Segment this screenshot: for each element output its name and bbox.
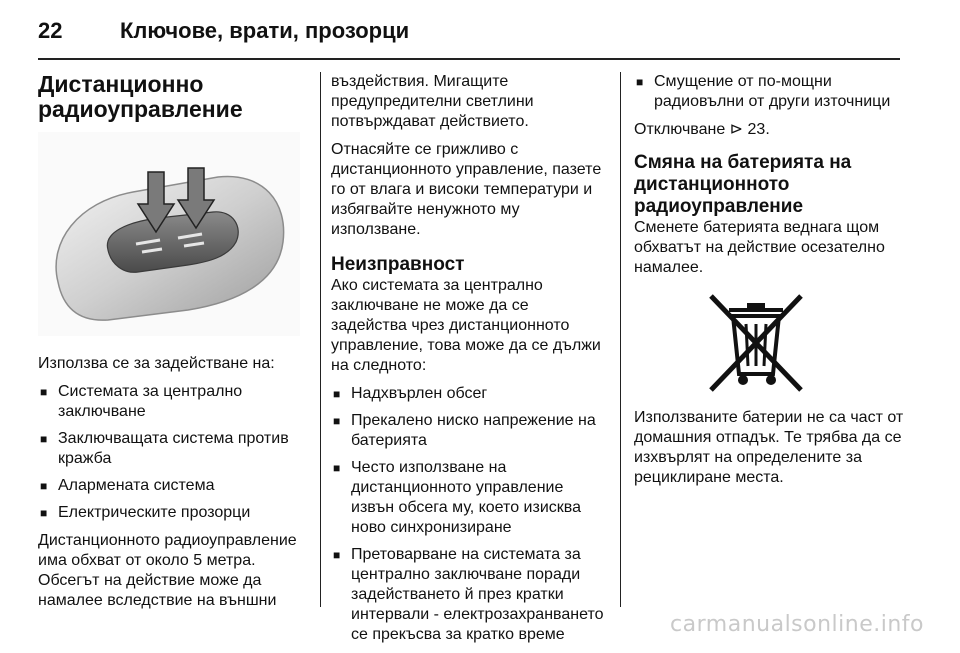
list-item: ■ Често използване на дистанционното управление извън обсега му, което изисква ново синхронизиране xyxy=(331,458,607,538)
column-3 xyxy=(634,72,906,496)
watermark-text: carmanualsonline.info xyxy=(670,612,924,637)
paragraph-battery: Сменете батерията веднага щом обхватът на действие осезателно намалее. xyxy=(634,219,885,276)
column-2 xyxy=(331,72,607,653)
list-item: ■ Претоварване на системата за централно заключване поради задействането й през кратки интервали - електрозахранването се прекъсва за кратко време xyxy=(331,545,607,645)
list-item: ■ Смущение от по-мощни радиовълни от други източници xyxy=(634,72,906,112)
interference-list xyxy=(634,72,906,112)
paragraph-care: Отнасяйте се грижливо с дистанционното управление, пазете го от влага и високи температури и избягвайте ненужното му използване. xyxy=(331,141,602,238)
paragraph-malfunction: Ако системата за централно заключване не може да се задейства чрез дистанционното управление, това може да се дължи на следното: xyxy=(331,277,601,374)
range-paragraph: Дистанционното радиоуправление има обхват от около 5 метра. Обсегът на действие може да намалее вследствие на външни xyxy=(38,532,297,609)
list-item: ■ Системата за централно заключване xyxy=(38,382,308,422)
section-heading-malfunction: Неизправност xyxy=(331,254,465,275)
section-heading-battery-replacement: Смяна на батерията на дистанционното радиоуправление xyxy=(634,152,852,217)
crossed-out-bin-icon xyxy=(689,290,823,394)
page-title: Ключове, врати, прозорци xyxy=(120,18,410,43)
malfunction-list xyxy=(331,384,607,645)
column-divider-1 xyxy=(320,72,321,607)
remote-key-illustration xyxy=(38,132,300,336)
list-item: ■ Надхвърлен обсег xyxy=(331,384,607,404)
paragraph-confirmation: въздействия. Мигащите предупредителни светлини потвърждават действието. xyxy=(331,73,534,130)
unlock-reference-link[interactable]: Отключване ⊳ 23. xyxy=(634,121,770,138)
list-item: ■ Прекалено ниско напрежение на батерията xyxy=(331,411,607,451)
column-divider-2 xyxy=(620,72,621,607)
section-heading-remote-control: Дистанционно радиоуправление xyxy=(38,71,243,122)
paragraph-disposal: Използваните батерии не са част от домашния отпадък. Те трябва да се изхвърлят на определените за рециклиране места. xyxy=(634,409,904,486)
column-1 xyxy=(38,72,308,619)
page-number: 22 xyxy=(38,18,63,43)
intro-text: Използва се за задействане на: xyxy=(38,355,275,372)
usage-list xyxy=(38,382,308,523)
list-item: ■ Алармената система xyxy=(38,476,308,496)
list-item: ■ Заключващата система против кражба xyxy=(38,429,308,469)
page-header xyxy=(0,0,960,58)
header-divider xyxy=(38,58,900,60)
list-item: ■ Електрическите прозорци xyxy=(38,503,308,523)
